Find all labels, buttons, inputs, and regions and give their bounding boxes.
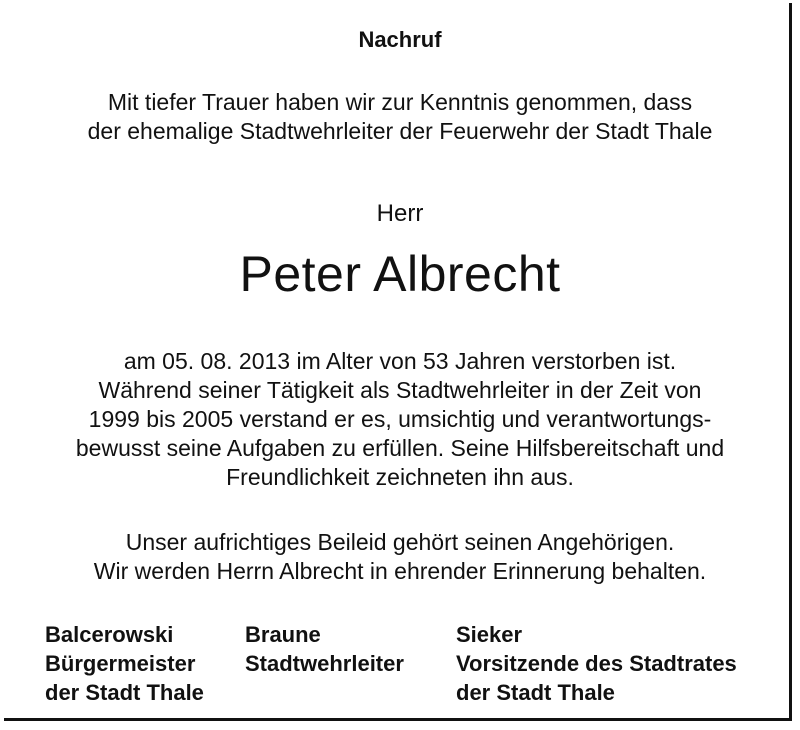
signatory-role: Stadtwehrleiter bbox=[245, 651, 404, 676]
condolence-line: Wir werden Herrn Albrecht in ehrender Erinnerung behalten. bbox=[93, 558, 707, 584]
signatory-fire-chief bbox=[245, 620, 404, 678]
signatory-org: der Stadt Thale bbox=[45, 680, 204, 705]
signatory-role: Vorsitzende des Stadtrates bbox=[456, 651, 737, 676]
signatory-council-chair bbox=[456, 620, 737, 707]
signatory-mayor bbox=[45, 620, 204, 707]
intro-line: der ehemalige Stadtwehrleiter der Feuerwehr der Stadt Thale bbox=[87, 118, 713, 144]
deceased-title: Herr bbox=[376, 200, 424, 227]
obituary-body bbox=[0, 347, 800, 492]
body-line: am 05. 08. 2013 im Alter von 53 Jahren verstorben ist. bbox=[123, 348, 677, 374]
notice-heading: Nachruf bbox=[358, 27, 442, 52]
signatory-role: Bürgermeister bbox=[45, 651, 196, 676]
condolence-text bbox=[0, 528, 800, 586]
body-line: Freundlichkeit zeichneten ihn aus. bbox=[226, 464, 574, 490]
signatory-org: der Stadt Thale bbox=[456, 680, 615, 705]
deceased-name: Peter Albrecht bbox=[239, 246, 561, 302]
body-line: 1999 bis 2005 verstand er es, umsichtig und verantwortungs- bbox=[88, 406, 712, 432]
intro-text bbox=[0, 88, 800, 146]
condolence-line: Unser aufrichtiges Beileid gehört seinen Angehörigen. bbox=[125, 529, 675, 555]
signatory-name: Braune bbox=[245, 622, 321, 647]
signatory-name: Sieker bbox=[456, 622, 523, 647]
body-line: bewusst seine Aufgaben zu erfüllen. Seine Hilfsbereitschaft und bbox=[75, 435, 725, 461]
signatory-name: Balcerowski bbox=[45, 622, 174, 647]
intro-line: Mit tiefer Trauer haben wir zur Kenntnis genommen, dass bbox=[107, 89, 693, 115]
body-line: Während seiner Tätigkeit als Stadtwehrleiter in der Zeit von bbox=[98, 377, 702, 403]
